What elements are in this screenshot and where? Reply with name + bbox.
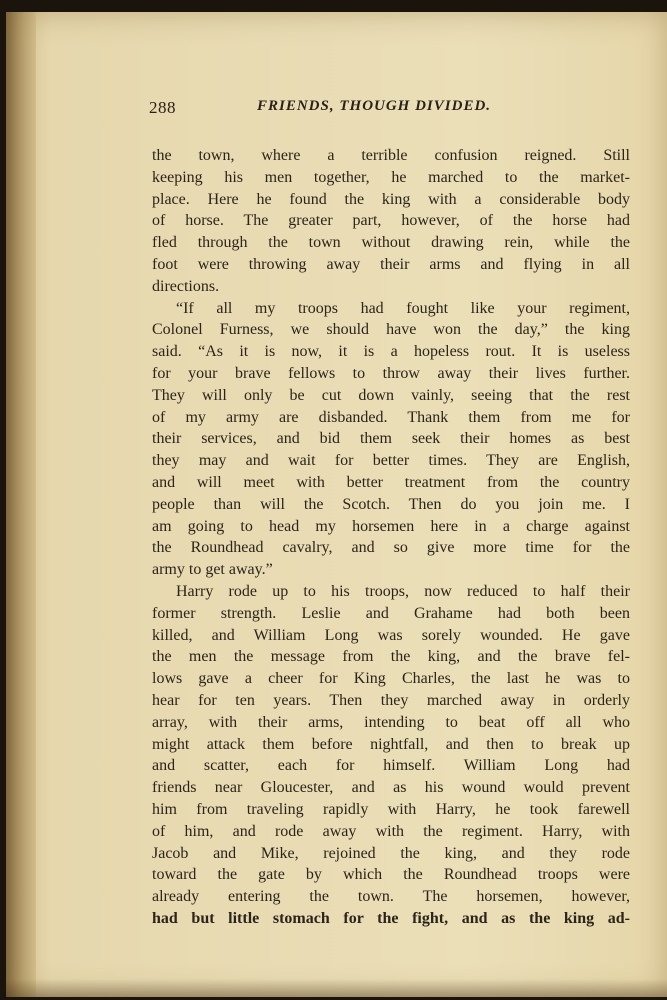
text-line: their services, and bid them seek their homes as best [152, 430, 630, 448]
text-line: friends near Gloucester, and as his wound would prevent [152, 779, 630, 797]
text-line: people than will the Scotch. Then do you join me. I [152, 495, 630, 513]
text-line: the men the message from the king, and the brave fel- [152, 648, 630, 666]
text-line: keeping his men together, he marched to the market- [152, 168, 630, 186]
text-line: former strength. Leslie and Grahame had both been [152, 604, 630, 622]
text-line: Harry rode up to his troops, now reduced to half their [176, 582, 630, 600]
text-line: lows gave a cheer for King Charles, the last he was to [152, 670, 630, 688]
text-line: Colonel Furness, we should have won the day,” the king [152, 321, 630, 339]
text-line: and will meet with better treatment from the country [152, 473, 630, 491]
text-line: They will only be cut down vainly, seeing that the rest [152, 386, 630, 404]
text-line: toward the gate by which the Roundhead troops were [152, 866, 630, 884]
page-number: 288 [149, 98, 176, 117]
text-line: might attack them before nightfall, and then to break up [152, 735, 630, 753]
running-title: FRIENDS, THOUGH DIVIDED. [257, 98, 492, 114]
text-line: directions. [152, 277, 220, 295]
text-line: said. “As it is now, it is a hopeless rout. It is useless [152, 343, 630, 361]
text-line: for your brave fellows to throw away their lives further. [152, 364, 630, 382]
text-line: him from traveling rapidly with Harry, he took farewell [152, 800, 630, 818]
page-bottom-edge [6, 979, 667, 997]
text-line: array, with their arms, intending to beat off all who [152, 713, 630, 731]
text-line: already entering the town. The horsemen, however, [152, 888, 630, 906]
text-line: am going to head my horsemen here in a charge against [152, 517, 630, 535]
body-text [152, 145, 630, 930]
text-line: they may and wait for better times. They are English, [152, 452, 630, 470]
text-line: army to get away.” [152, 561, 273, 579]
text-line: “If all my troops had fought like your regiment, [176, 299, 630, 317]
text-line: of him, and rode away with the regiment. Harry, with [152, 822, 630, 840]
text-line: had but little stomach for the fight, and as the king ad- [152, 909, 630, 927]
page-binding-shadow [6, 12, 36, 997]
text-line: killed, and William Long was sorely wounded. He gave [152, 626, 630, 644]
text-line: of my army are disbanded. Thank them from me for [152, 408, 630, 426]
text-line: and scatter, each for himself. William Long had [152, 757, 630, 775]
text-line: hear for ten years. Then they marched away in orderly [152, 691, 630, 709]
text-line: of horse. The greater part, however, of the horse had [152, 212, 630, 230]
text-line: place. Here he found the king with a considerable body [152, 190, 630, 208]
book-page [6, 12, 667, 997]
text-line: Jacob and Mike, rejoined the king, and they rode [152, 844, 630, 862]
text-line: the Roundhead cavalry, and so give more time for the [152, 539, 630, 557]
text-line: foot were throwing away their arms and flying in all [152, 255, 630, 273]
page-header [149, 98, 629, 122]
text-line: the town, where a terrible confusion reigned. Still [152, 147, 630, 164]
text-line: fled through the town without drawing rein, while the [152, 234, 630, 252]
